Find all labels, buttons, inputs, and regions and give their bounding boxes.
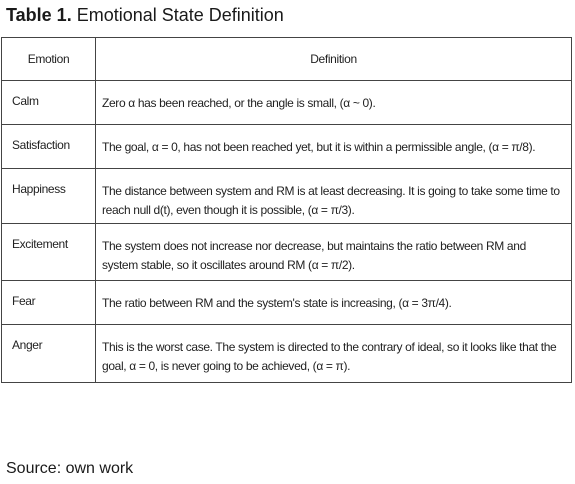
- source-note: Source: own work: [6, 460, 134, 477]
- table-header-row: [2, 38, 572, 81]
- table-row: [2, 281, 572, 325]
- table-caption-title: Emotional State Definition: [71, 5, 284, 25]
- table-row: [2, 325, 572, 383]
- table-row: [2, 125, 572, 169]
- definition-cell: The system does not increase nor decrease, but maintains the ratio between RM and system stable, so it oscillates around RM (α = π/2).: [96, 224, 572, 281]
- table-row: [2, 81, 572, 125]
- definition-cell: Zero α has been reached, or the angle is small, (α ~ 0).: [96, 81, 572, 125]
- definition-cell: The ratio between RM and the system's state is increasing, (α = 3π/4).: [96, 281, 572, 325]
- definition-cell: This is the worst case. The system is directed to the contrary of ideal, so it looks like that the goal, α = 0, is never going to be achieved, (α = π).: [96, 325, 572, 383]
- table-row: [2, 169, 572, 224]
- definition-cell: The distance between system and RM is at least decreasing. It is going to take some time to reach null d(t), even though it is possible, (α = π/3).: [96, 169, 572, 224]
- emotion-cell: Anger: [2, 325, 96, 383]
- definition-cell: The goal, α = 0, has not been reached yet, but it is within a permissible angle, (α = π/8).: [96, 125, 572, 169]
- column-header-emotion: Emotion: [2, 38, 96, 81]
- column-header-definition: Definition: [96, 38, 572, 81]
- emotion-cell: Happiness: [2, 169, 96, 224]
- emotion-cell: Calm: [2, 81, 96, 125]
- table-caption: [6, 4, 284, 26]
- emotion-cell: Fear: [2, 281, 96, 325]
- emotion-cell: Satisfaction: [2, 125, 96, 169]
- table-caption-label: Table 1.: [6, 5, 72, 25]
- emotion-cell: Excitement: [2, 224, 96, 281]
- emotional-state-table: [1, 37, 572, 383]
- table-row: [2, 224, 572, 281]
